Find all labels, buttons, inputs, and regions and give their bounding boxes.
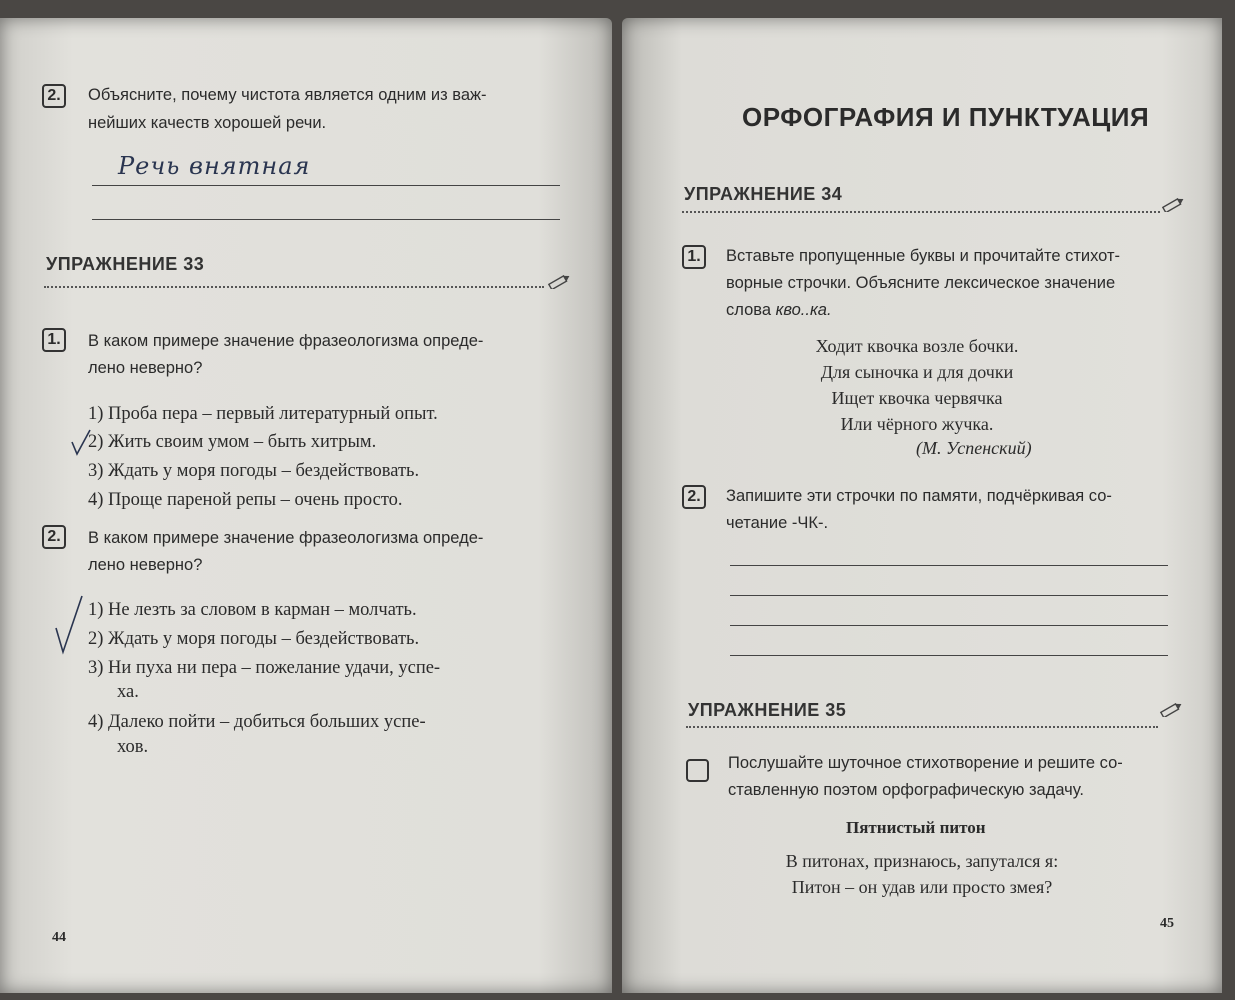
- poem-line-1: Ходит квочка возле бочки.: [815, 336, 1019, 356]
- q2-option-3-cont: ха.: [117, 682, 139, 702]
- exercise-34-heading: УПРАЖНЕНИЕ 34: [684, 184, 843, 204]
- q2-line1: В каком примере значение фразеологизма опреде-: [88, 529, 484, 547]
- q2-line2: лено неверно?: [88, 556, 203, 574]
- page-title: ОРФОГРАФИЯ И ПУНКТУАЦИЯ: [742, 102, 1150, 132]
- task2-line2: нейших качеств хорошей речи.: [88, 114, 327, 132]
- task-number-2b: 2.: [42, 525, 66, 549]
- right-page: [622, 18, 1222, 993]
- ex35-poem-block: [732, 848, 1112, 900]
- task-number-2: 2.: [42, 84, 66, 108]
- heading-dotted-line: [44, 286, 544, 288]
- ex35-line1: Послушайте шуточное стихотворение и решите со-: [728, 754, 1123, 772]
- answer-line-1: [92, 185, 560, 186]
- q1-option-3: 3) Ждать у моря погоды – бездействовать.: [88, 461, 420, 481]
- q1-line1: В каком примере значение фразеологизма опреде-: [88, 332, 484, 350]
- ex35-poem-line-2: Питон – он удав или просто змея?: [791, 877, 1053, 897]
- pencil-icon: [1158, 703, 1184, 717]
- poem-line-3: Ищет квочка червячка: [831, 388, 1003, 408]
- ex35-poem-title: Пятнистый питон: [846, 818, 986, 837]
- poem-line-2: Для сыночка и для дочки: [820, 362, 1014, 382]
- q2-option-2: 2) Ждать у моря погоды – бездействовать.: [88, 629, 420, 649]
- q1-line2: ворные строчки. Объясните лексическое значение: [726, 274, 1116, 292]
- page-number: 44: [52, 930, 66, 945]
- task-number-1: 1.: [42, 328, 66, 352]
- q2-line1: Запишите эти строчки по памяти, подчёркивая со-: [726, 487, 1112, 505]
- answer-line-4: [730, 655, 1168, 656]
- pencil-icon: [1160, 198, 1186, 212]
- answer-line-2: [730, 595, 1168, 596]
- poem-line-4: Или чёрного жучка.: [840, 414, 994, 434]
- q1-option-4: 4) Проще пареной репы – очень просто.: [88, 490, 403, 510]
- task-number-2: 2.: [682, 485, 706, 509]
- task-number-1: 1.: [682, 245, 706, 269]
- left-page: [0, 18, 612, 993]
- checkmark-icon: [52, 594, 86, 656]
- handwritten-answer: Речь внятная: [118, 152, 311, 180]
- poem-block: [762, 333, 1072, 437]
- heading-dotted-line: [682, 211, 1160, 213]
- answer-line-1: [730, 565, 1168, 566]
- heading-dotted-line: [686, 726, 1158, 728]
- q2-option-4: 4) Далеко пойти – добиться больших успе-: [88, 712, 426, 732]
- pencil-icon: [546, 275, 572, 289]
- q1-line3-prefix: слова: [726, 301, 776, 319]
- exercise-33-heading: УПРАЖНЕНИЕ 33: [46, 254, 205, 274]
- q2-option-3: 3) Ни пуха ни пера – пожелание удачи, успе-: [88, 658, 441, 678]
- q1-line3-word: кво..ка.: [775, 301, 832, 319]
- q2-option-1: 1) Не лезть за словом в карман – молчать.: [88, 600, 417, 620]
- answer-line-3: [730, 625, 1168, 626]
- task2-line1: Объясните, почему чистота является одним из важ-: [88, 86, 487, 104]
- q1-line2: лено неверно?: [88, 359, 203, 377]
- exercise-35-heading: УПРАЖНЕНИЕ 35: [688, 700, 847, 720]
- q1-line1: Вставьте пропущенные буквы и прочитайте стихот-: [726, 247, 1121, 265]
- task-checkbox: [686, 759, 709, 782]
- page-number: 45: [1160, 916, 1174, 931]
- q2-option-4-cont: хов.: [117, 737, 149, 757]
- q1-line3: [726, 297, 832, 324]
- ex35-poem-line-1: В питонах, признаюсь, запутался я:: [785, 851, 1059, 871]
- checkmark-icon: [70, 428, 92, 458]
- answer-line-2: [92, 219, 560, 220]
- q2-line2: четание -ЧК-.: [726, 514, 829, 532]
- ex35-line2: ставленную поэтом орфографическую задачу.: [728, 781, 1084, 799]
- q1-option-1: 1) Проба пера – первый литературный опыт.: [88, 404, 438, 424]
- q1-option-2: 2) Жить своим умом – быть хитрым.: [88, 432, 377, 452]
- poem-author: (М. Успенский): [916, 438, 1032, 458]
